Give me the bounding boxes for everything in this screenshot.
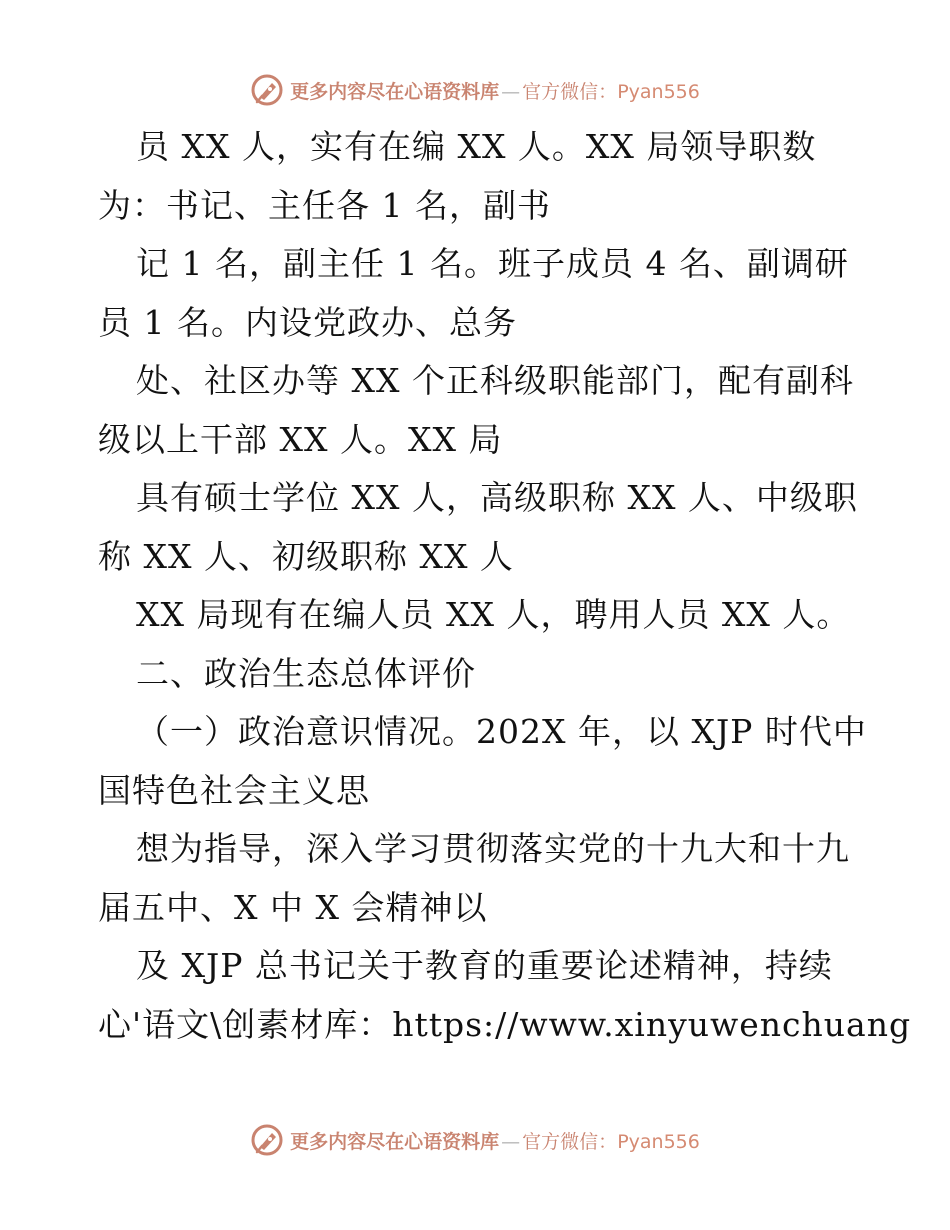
text-line: 及 XJP 总书记关于教育的重要论述精神，持续 [136, 946, 833, 985]
watermark-brand: 更多内容尽在心语资料库 [290, 1130, 500, 1153]
watermark-text [290, 1127, 700, 1154]
footer-watermark [0, 1120, 950, 1160]
text-line: 处、社区办等 XX 个正科级职能部门，配有副科 [136, 361, 854, 400]
text-line: XX 局现有在编人员 XX 人，聘用人员 XX 人。 [136, 595, 851, 634]
watermark-wechat-label: 官方微信： [522, 1130, 618, 1153]
watermark-wechat-id: Pyan556 [617, 80, 700, 103]
document-body [98, 118, 912, 1054]
pen-nib-circle-icon [250, 1123, 284, 1157]
text-line: 记 1 名，副主任 1 名。班子成员 4 名、副调研 [136, 244, 849, 283]
watermark-text [290, 77, 700, 104]
text-line: 想为指导，深入学习贯彻落实党的十九大和十九 [136, 829, 850, 868]
watermark-wechat-label: 官方微信： [522, 80, 618, 103]
section-heading: 二、政治生态总体评价 [136, 653, 476, 693]
text-line: （一）政治意识情况。202X 年，以 XJP 时代中 [136, 712, 867, 751]
text-line: 级以上干部 XX 人。XX 局 [98, 419, 503, 459]
header-watermark [0, 70, 950, 110]
watermark-wechat-id: Pyan556 [617, 1130, 700, 1153]
text-line: 国特色社会主义思 [98, 770, 370, 810]
source-url-line: 心'语文\创素材库：https://www.xinyuwenchuang [98, 1004, 912, 1044]
watermark-separator: — [501, 1130, 521, 1153]
watermark-brand: 更多内容尽在心语资料库 [290, 80, 500, 103]
text-line: 为：书记、主任各 1 名，副书 [98, 185, 551, 225]
watermark-separator: — [501, 80, 521, 103]
text-line: 员 1 名。内设党政办、总务 [98, 302, 517, 342]
text-line: 具有硕士学位 XX 人，高级职称 XX 人、中级职 [136, 478, 858, 517]
text-line: 称 XX 人、初级职称 XX 人 [98, 536, 514, 576]
text-line: 员 XX 人，实有在编 XX 人。XX 局领导职数 [136, 127, 817, 166]
text-line: 届五中、X 中 X 会精神以 [98, 887, 488, 927]
pen-nib-circle-icon [250, 73, 284, 107]
